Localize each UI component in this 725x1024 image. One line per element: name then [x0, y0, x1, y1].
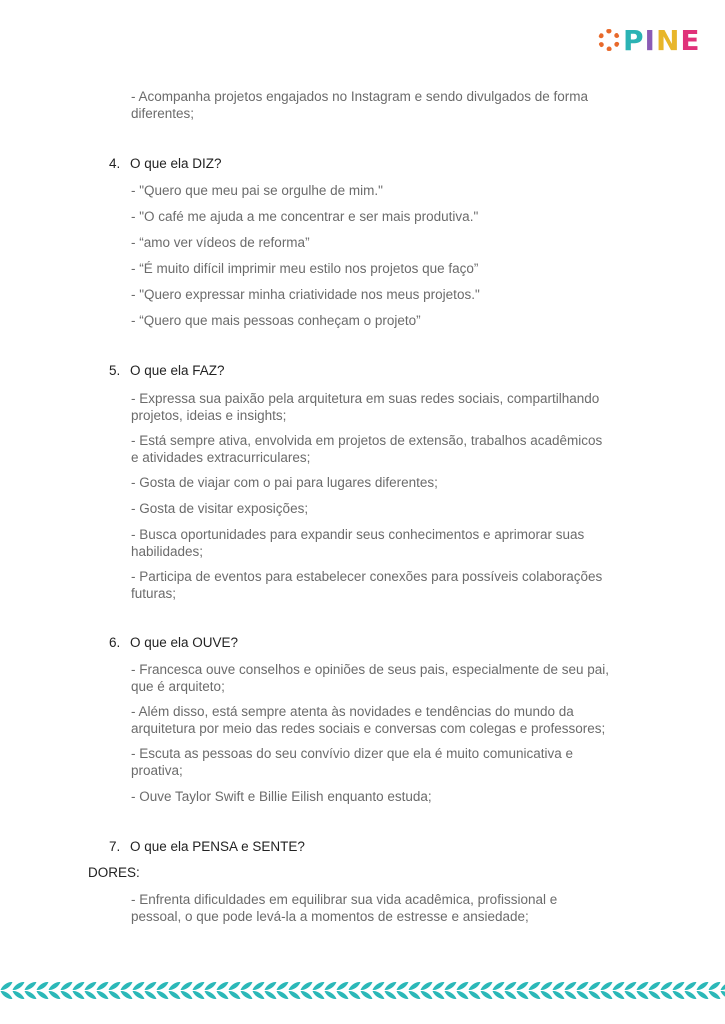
leaf-icon	[12, 980, 24, 1002]
leaf-icon	[384, 980, 396, 1002]
leaf-icon	[708, 980, 720, 1002]
leaf-icon	[156, 980, 168, 1002]
leaf-icon	[684, 980, 696, 1002]
leaf-icon	[24, 980, 36, 1002]
leaf-icon	[516, 980, 528, 1002]
logo-o-sun-icon	[598, 29, 620, 51]
list-item-line: futuras;	[131, 586, 177, 601]
list-item-line: - Escuta as pessoas do seu convívio dizer que ela é muito comunicativa e	[131, 746, 573, 761]
list-item-line: habilidades;	[131, 544, 204, 559]
section-title: O que ela PENSA e SENTE?	[130, 839, 305, 854]
leaf-icon	[408, 980, 420, 1002]
logo-letter-n: N	[655, 23, 681, 57]
list-item-line: - Expressa sua paixão pela arquitetura em suas redes sociais, compartilhando	[131, 391, 600, 406]
list-item	[131, 500, 308, 517]
leaf-icon	[564, 980, 576, 1002]
leaf-icon	[204, 980, 216, 1002]
list-item	[131, 703, 605, 737]
leaf-icon	[312, 980, 324, 1002]
section-number: 5.	[109, 363, 121, 378]
leaf-icon	[72, 980, 84, 1002]
leaf-border-decoration	[0, 980, 725, 1002]
leaf-icon	[60, 980, 72, 1002]
leaf-icon	[600, 980, 612, 1002]
leaf-icon	[300, 980, 312, 1002]
list-item-line: proativa;	[131, 763, 183, 778]
list-item-line: - Gosta de viajar com o pai para lugares diferentes;	[131, 475, 438, 490]
leaf-icon	[228, 980, 240, 1002]
section-number: 4.	[109, 156, 121, 171]
leaf-icon	[456, 980, 468, 1002]
quote-item: - "O café me ajuda a me concentrar e ser mais produtiva."	[131, 209, 479, 224]
leaf-icon	[432, 980, 444, 1002]
list-item	[131, 891, 557, 925]
list-item-line: - Gosta de visitar exposições;	[131, 501, 309, 516]
section-heading-diz	[109, 156, 222, 171]
logo-letter-e: E	[680, 23, 701, 57]
leaf-icon	[528, 980, 540, 1002]
leaf-icon	[336, 980, 348, 1002]
leaf-icon	[444, 980, 456, 1002]
list-item-line: arquitetura por meio das redes sociais e conversas com colegas e professores;	[131, 721, 606, 736]
leaf-icon	[168, 980, 180, 1002]
list-item	[131, 526, 584, 560]
leaf-icon	[624, 980, 636, 1002]
leaf-icon	[144, 980, 156, 1002]
section-heading-pensa-sente	[109, 839, 305, 854]
leaf-icon	[672, 980, 684, 1002]
list-item-line: pessoal, o que pode levá-la a momentos de estresse e ansiedade;	[131, 909, 529, 924]
leaf-icon	[36, 980, 48, 1002]
leaf-icon	[396, 980, 408, 1002]
logo-letter-p: P	[623, 23, 645, 57]
subheading-dores: DORES:	[88, 865, 140, 880]
list-item-line: projetos, ideias e insights;	[131, 408, 287, 423]
leaf-icon	[372, 980, 384, 1002]
leaf-icon	[360, 980, 372, 1002]
quote-item: - "Quero que meu pai se orgulhe de mim."	[131, 183, 383, 198]
list-item	[131, 474, 438, 491]
logo-letter-i: I	[644, 23, 656, 57]
list-item-line: - Francesca ouve conselhos e opiniões de seus pais, especialmente de seu pai,	[131, 662, 610, 677]
opine-logo	[598, 24, 701, 56]
leaf-icon	[276, 980, 288, 1002]
section-number: 7.	[109, 839, 121, 854]
list-item-line: e atividades extracurriculares;	[131, 450, 311, 465]
list-item-line: - Está sempre ativa, envolvida em projetos de extensão, trabalhos acadêmicos	[131, 433, 603, 448]
list-item	[131, 390, 599, 424]
section-title: O que ela DIZ?	[130, 156, 222, 171]
list-item	[131, 788, 432, 805]
leaf-icon	[108, 980, 120, 1002]
leaf-icon	[240, 980, 252, 1002]
leaf-icon	[288, 980, 300, 1002]
leaf-icon	[492, 980, 504, 1002]
leaf-icon	[180, 980, 192, 1002]
leaf-icon	[48, 980, 60, 1002]
section-heading-faz	[109, 363, 225, 378]
leaf-icon	[468, 980, 480, 1002]
quote-item: - “É muito difícil imprimir meu estilo nos projetos que faço”	[131, 261, 479, 276]
leaf-icon	[588, 980, 600, 1002]
section-title: O que ela OUVE?	[130, 635, 239, 650]
list-item	[131, 568, 602, 602]
leaf-icon	[648, 980, 660, 1002]
leaf-icon	[660, 980, 672, 1002]
leaf-icon	[552, 980, 564, 1002]
leaf-icon	[576, 980, 588, 1002]
leaf-icon	[252, 980, 264, 1002]
leaf-icon	[348, 980, 360, 1002]
leaf-icon	[480, 980, 492, 1002]
leaf-icon	[96, 980, 108, 1002]
quote-item: - “amo ver vídeos de reforma”	[131, 235, 310, 250]
leaf-icon	[696, 980, 708, 1002]
list-item-line: que é arquiteto;	[131, 679, 225, 694]
list-item-line: - Participa de eventos para estabelecer conexões para possíveis colaborações	[131, 569, 603, 584]
leaf-icon	[612, 980, 624, 1002]
quote-item: - "Quero expressar minha criatividade nos meus projetos."	[131, 287, 480, 302]
section-heading-ouve	[109, 635, 238, 650]
list-item	[131, 661, 609, 695]
list-item-line: - Enfrenta dificuldades em equilibrar sua vida acadêmica, profissional e	[131, 892, 558, 907]
section-number: 6.	[109, 635, 121, 650]
leaf-icon	[264, 980, 276, 1002]
leaf-icon	[84, 980, 96, 1002]
leaf-icon	[216, 980, 228, 1002]
list-item-line: - Busca oportunidades para expandir seus conhecimentos e aprimorar suas	[131, 527, 585, 542]
leaf-icon	[636, 980, 648, 1002]
leaf-icon	[420, 980, 432, 1002]
leaf-icon	[540, 980, 552, 1002]
leaf-icon	[0, 980, 12, 1002]
list-item-line: - Ouve Taylor Swift e Billie Eilish enquanto estuda;	[131, 789, 432, 804]
leaf-icon	[132, 980, 144, 1002]
leaf-icon	[192, 980, 204, 1002]
leaf-icon	[120, 980, 132, 1002]
leaf-icon	[720, 980, 725, 1002]
list-item	[131, 745, 573, 779]
leaf-icon	[504, 980, 516, 1002]
quote-item: - “Quero que mais pessoas conheçam o projeto”	[131, 313, 421, 328]
intro-line: diferentes;	[131, 106, 195, 121]
section-title: O que ela FAZ?	[130, 363, 225, 378]
list-item-line: - Além disso, está sempre atenta às novidades e tendências do mundo da	[131, 704, 574, 719]
leaf-icon	[324, 980, 336, 1002]
list-item	[131, 432, 602, 466]
intro-line: - Acompanha projetos engajados no Instagram e sendo divulgados de forma	[131, 89, 589, 104]
